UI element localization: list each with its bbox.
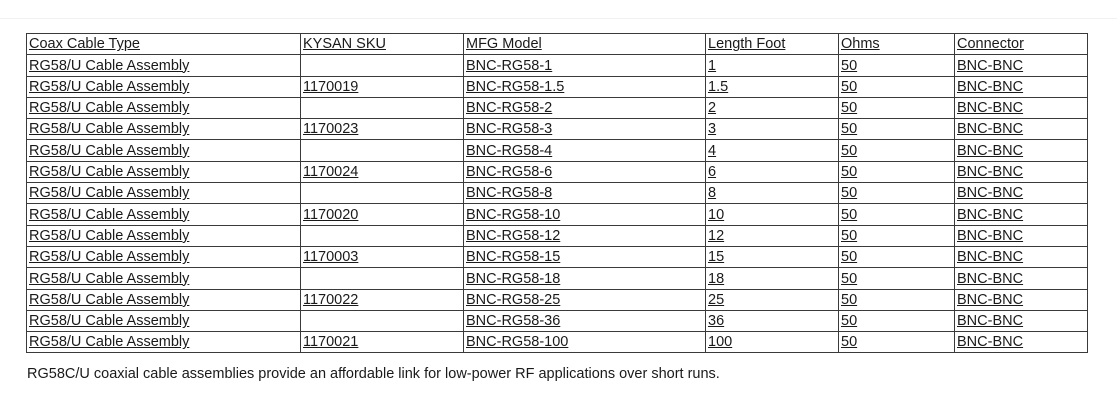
connector-cell: BNC-BNC: [955, 161, 1088, 182]
connector-cell: BNC-BNC: [955, 119, 1088, 140]
cable-type-cell: RG58/U Cable Assembly: [27, 97, 301, 118]
length-foot-cell: 2: [706, 97, 839, 118]
length-foot-cell: 6: [706, 161, 839, 182]
cable-type-cell: RG58/U Cable Assembly: [27, 76, 301, 97]
cable-type-cell: RG58/U Cable Assembly: [27, 204, 301, 225]
kysan-sku-cell: [301, 183, 464, 204]
header-ohms: Ohms: [839, 34, 955, 55]
cable-type-cell: RG58/U Cable Assembly: [27, 119, 301, 140]
ohms-cell: 50: [839, 97, 955, 118]
table-row: [27, 140, 1088, 161]
table-row: [27, 332, 1088, 353]
connector-cell: BNC-BNC: [955, 225, 1088, 246]
mfg-model-cell: BNC-RG58-1.5: [464, 76, 706, 97]
mfg-model-cell: BNC-RG58-8: [464, 183, 706, 204]
table-row: [27, 225, 1088, 246]
connector-cell: BNC-BNC: [955, 289, 1088, 310]
connector-cell: BNC-BNC: [955, 332, 1088, 353]
kysan-sku-cell: [301, 140, 464, 161]
length-foot-cell: 1.5: [706, 76, 839, 97]
table-row: [27, 76, 1088, 97]
kysan-sku-cell: [301, 55, 464, 76]
kysan-sku-cell: 1170024: [301, 161, 464, 182]
table-row: [27, 289, 1088, 310]
cable-type-cell: RG58/U Cable Assembly: [27, 332, 301, 353]
kysan-sku-cell: [301, 225, 464, 246]
ohms-cell: 50: [839, 225, 955, 246]
kysan-sku-cell: 1170023: [301, 119, 464, 140]
table-row: [27, 183, 1088, 204]
cable-type-cell: RG58/U Cable Assembly: [27, 289, 301, 310]
header-connector: Connector: [955, 34, 1088, 55]
kysan-sku-cell: 1170019: [301, 76, 464, 97]
cable-type-cell: RG58/U Cable Assembly: [27, 140, 301, 161]
cable-assembly-table: [26, 33, 1088, 353]
mfg-model-cell: BNC-RG58-18: [464, 268, 706, 289]
ohms-cell: 50: [839, 55, 955, 76]
ohms-cell: 50: [839, 204, 955, 225]
ohms-cell: 50: [839, 289, 955, 310]
kysan-sku-cell: 1170022: [301, 289, 464, 310]
cable-type-cell: RG58/U Cable Assembly: [27, 310, 301, 331]
mfg-model-cell: BNC-RG58-25: [464, 289, 706, 310]
cable-type-cell: RG58/U Cable Assembly: [27, 183, 301, 204]
mfg-model-cell: BNC-RG58-4: [464, 140, 706, 161]
length-foot-cell: 25: [706, 289, 839, 310]
table-body: [27, 55, 1088, 353]
header-length-foot: Length Foot: [706, 34, 839, 55]
header-coax-cable-type: Coax Cable Type: [27, 34, 301, 55]
connector-cell: BNC-BNC: [955, 97, 1088, 118]
kysan-sku-cell: 1170020: [301, 204, 464, 225]
table-caption: RG58C/U coaxial cable assemblies provide an affordable link for low-power RF applications over short runs.: [27, 366, 720, 382]
length-foot-cell: 1: [706, 55, 839, 76]
mfg-model-cell: BNC-RG58-6: [464, 161, 706, 182]
ohms-cell: 50: [839, 183, 955, 204]
mfg-model-cell: BNC-RG58-15: [464, 246, 706, 267]
mfg-model-cell: BNC-RG58-2: [464, 97, 706, 118]
header-kysan-sku: KYSAN SKU: [301, 34, 464, 55]
cable-type-cell: RG58/U Cable Assembly: [27, 246, 301, 267]
ohms-cell: 50: [839, 246, 955, 267]
table-row: [27, 97, 1088, 118]
mfg-model-cell: BNC-RG58-10: [464, 204, 706, 225]
connector-cell: BNC-BNC: [955, 76, 1088, 97]
table-row: [27, 55, 1088, 76]
ohms-cell: 50: [839, 310, 955, 331]
table-row: [27, 161, 1088, 182]
length-foot-cell: 3: [706, 119, 839, 140]
cable-type-cell: RG58/U Cable Assembly: [27, 55, 301, 76]
table-row: [27, 204, 1088, 225]
connector-cell: BNC-BNC: [955, 204, 1088, 225]
kysan-sku-cell: [301, 97, 464, 118]
table-row: [27, 119, 1088, 140]
ohms-cell: 50: [839, 332, 955, 353]
mfg-model-cell: BNC-RG58-100: [464, 332, 706, 353]
kysan-sku-cell: [301, 310, 464, 331]
ohms-cell: 50: [839, 140, 955, 161]
kysan-sku-cell: 1170003: [301, 246, 464, 267]
length-foot-cell: 10: [706, 204, 839, 225]
table-header-row: [27, 34, 1088, 55]
mfg-model-cell: BNC-RG58-36: [464, 310, 706, 331]
page-divider: [0, 18, 1117, 19]
cable-type-cell: RG58/U Cable Assembly: [27, 225, 301, 246]
length-foot-cell: 18: [706, 268, 839, 289]
ohms-cell: 50: [839, 161, 955, 182]
connector-cell: BNC-BNC: [955, 55, 1088, 76]
connector-cell: BNC-BNC: [955, 183, 1088, 204]
connector-cell: BNC-BNC: [955, 268, 1088, 289]
kysan-sku-cell: 1170021: [301, 332, 464, 353]
table-row: [27, 268, 1088, 289]
connector-cell: BNC-BNC: [955, 140, 1088, 161]
cable-type-cell: RG58/U Cable Assembly: [27, 161, 301, 182]
length-foot-cell: 36: [706, 310, 839, 331]
mfg-model-cell: BNC-RG58-3: [464, 119, 706, 140]
length-foot-cell: 12: [706, 225, 839, 246]
ohms-cell: 50: [839, 76, 955, 97]
mfg-model-cell: BNC-RG58-1: [464, 55, 706, 76]
kysan-sku-cell: [301, 268, 464, 289]
header-mfg-model: MFG Model: [464, 34, 706, 55]
table-row: [27, 310, 1088, 331]
mfg-model-cell: BNC-RG58-12: [464, 225, 706, 246]
length-foot-cell: 8: [706, 183, 839, 204]
connector-cell: BNC-BNC: [955, 246, 1088, 267]
cable-type-cell: RG58/U Cable Assembly: [27, 268, 301, 289]
length-foot-cell: 15: [706, 246, 839, 267]
ohms-cell: 50: [839, 119, 955, 140]
length-foot-cell: 4: [706, 140, 839, 161]
table-row: [27, 246, 1088, 267]
length-foot-cell: 100: [706, 332, 839, 353]
ohms-cell: 50: [839, 268, 955, 289]
connector-cell: BNC-BNC: [955, 310, 1088, 331]
